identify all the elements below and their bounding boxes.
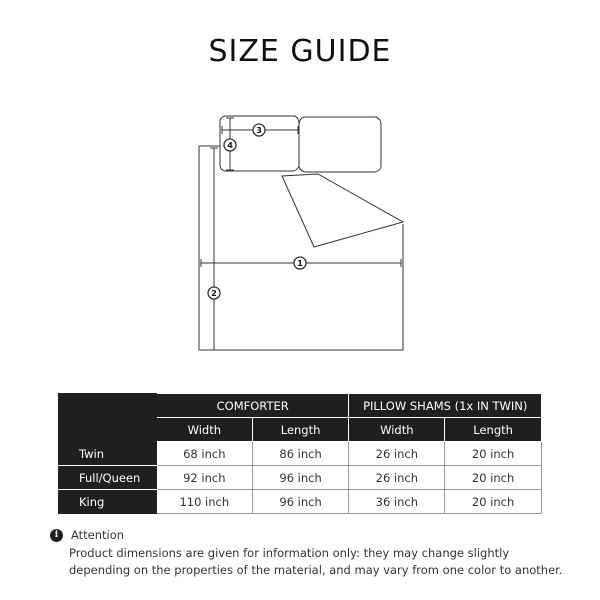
info-icon: i	[50, 529, 63, 542]
table-cell: 20 inch	[445, 442, 542, 466]
marker-1	[294, 257, 306, 269]
attention-heading: Attention	[71, 528, 125, 542]
subheader-length: Length	[252, 418, 349, 442]
marker-2	[208, 287, 220, 299]
table-cell: 96 inch	[252, 490, 349, 514]
table-cell: 26 inch	[349, 466, 445, 490]
svg-text:3: 3	[256, 126, 262, 135]
attention-line-1: Product dimensions are given for information only: they may change slightly	[69, 546, 510, 560]
table-row	[59, 466, 542, 490]
table-cell: 26 inch	[349, 442, 445, 466]
size-table	[58, 393, 542, 514]
table-row	[59, 442, 542, 466]
svg-text:1: 1	[297, 259, 303, 268]
group-comforter: COMFORTER	[156, 394, 349, 418]
table-cell: 110 inch	[156, 490, 252, 514]
attention-line-2: depending on the properties of the material, and may vary from one color to another.	[69, 563, 563, 577]
marker-3	[253, 124, 265, 136]
table-row	[59, 490, 542, 514]
table-cell: 20 inch	[445, 466, 542, 490]
row-label: Full/Queen	[59, 466, 157, 490]
pillow-right	[299, 117, 381, 172]
page-title: SIZE GUIDE	[208, 34, 392, 69]
comforter-outline	[199, 146, 403, 350]
table-corner	[59, 394, 157, 418]
subheader-length: Length	[445, 418, 542, 442]
comforter-fold	[282, 174, 403, 247]
table-cell: 92 inch	[156, 466, 252, 490]
table-cell: 68 inch	[156, 442, 252, 466]
row-label: King	[59, 490, 157, 514]
subheader-width: Width	[156, 418, 252, 442]
table-cell: 20 inch	[445, 490, 542, 514]
marker-4	[224, 139, 236, 151]
table-cell: 36 inch	[349, 490, 445, 514]
subheader-width: Width	[349, 418, 445, 442]
svg-text:2: 2	[211, 289, 217, 298]
svg-text:4: 4	[227, 141, 233, 150]
table-cell: 86 inch	[252, 442, 349, 466]
attention-note	[50, 526, 570, 579]
row-label: Twin	[59, 442, 157, 466]
table-cell: 96 inch	[252, 466, 349, 490]
group-pillow-shams: PILLOW SHAMS (1x IN TWIN)	[349, 394, 542, 418]
